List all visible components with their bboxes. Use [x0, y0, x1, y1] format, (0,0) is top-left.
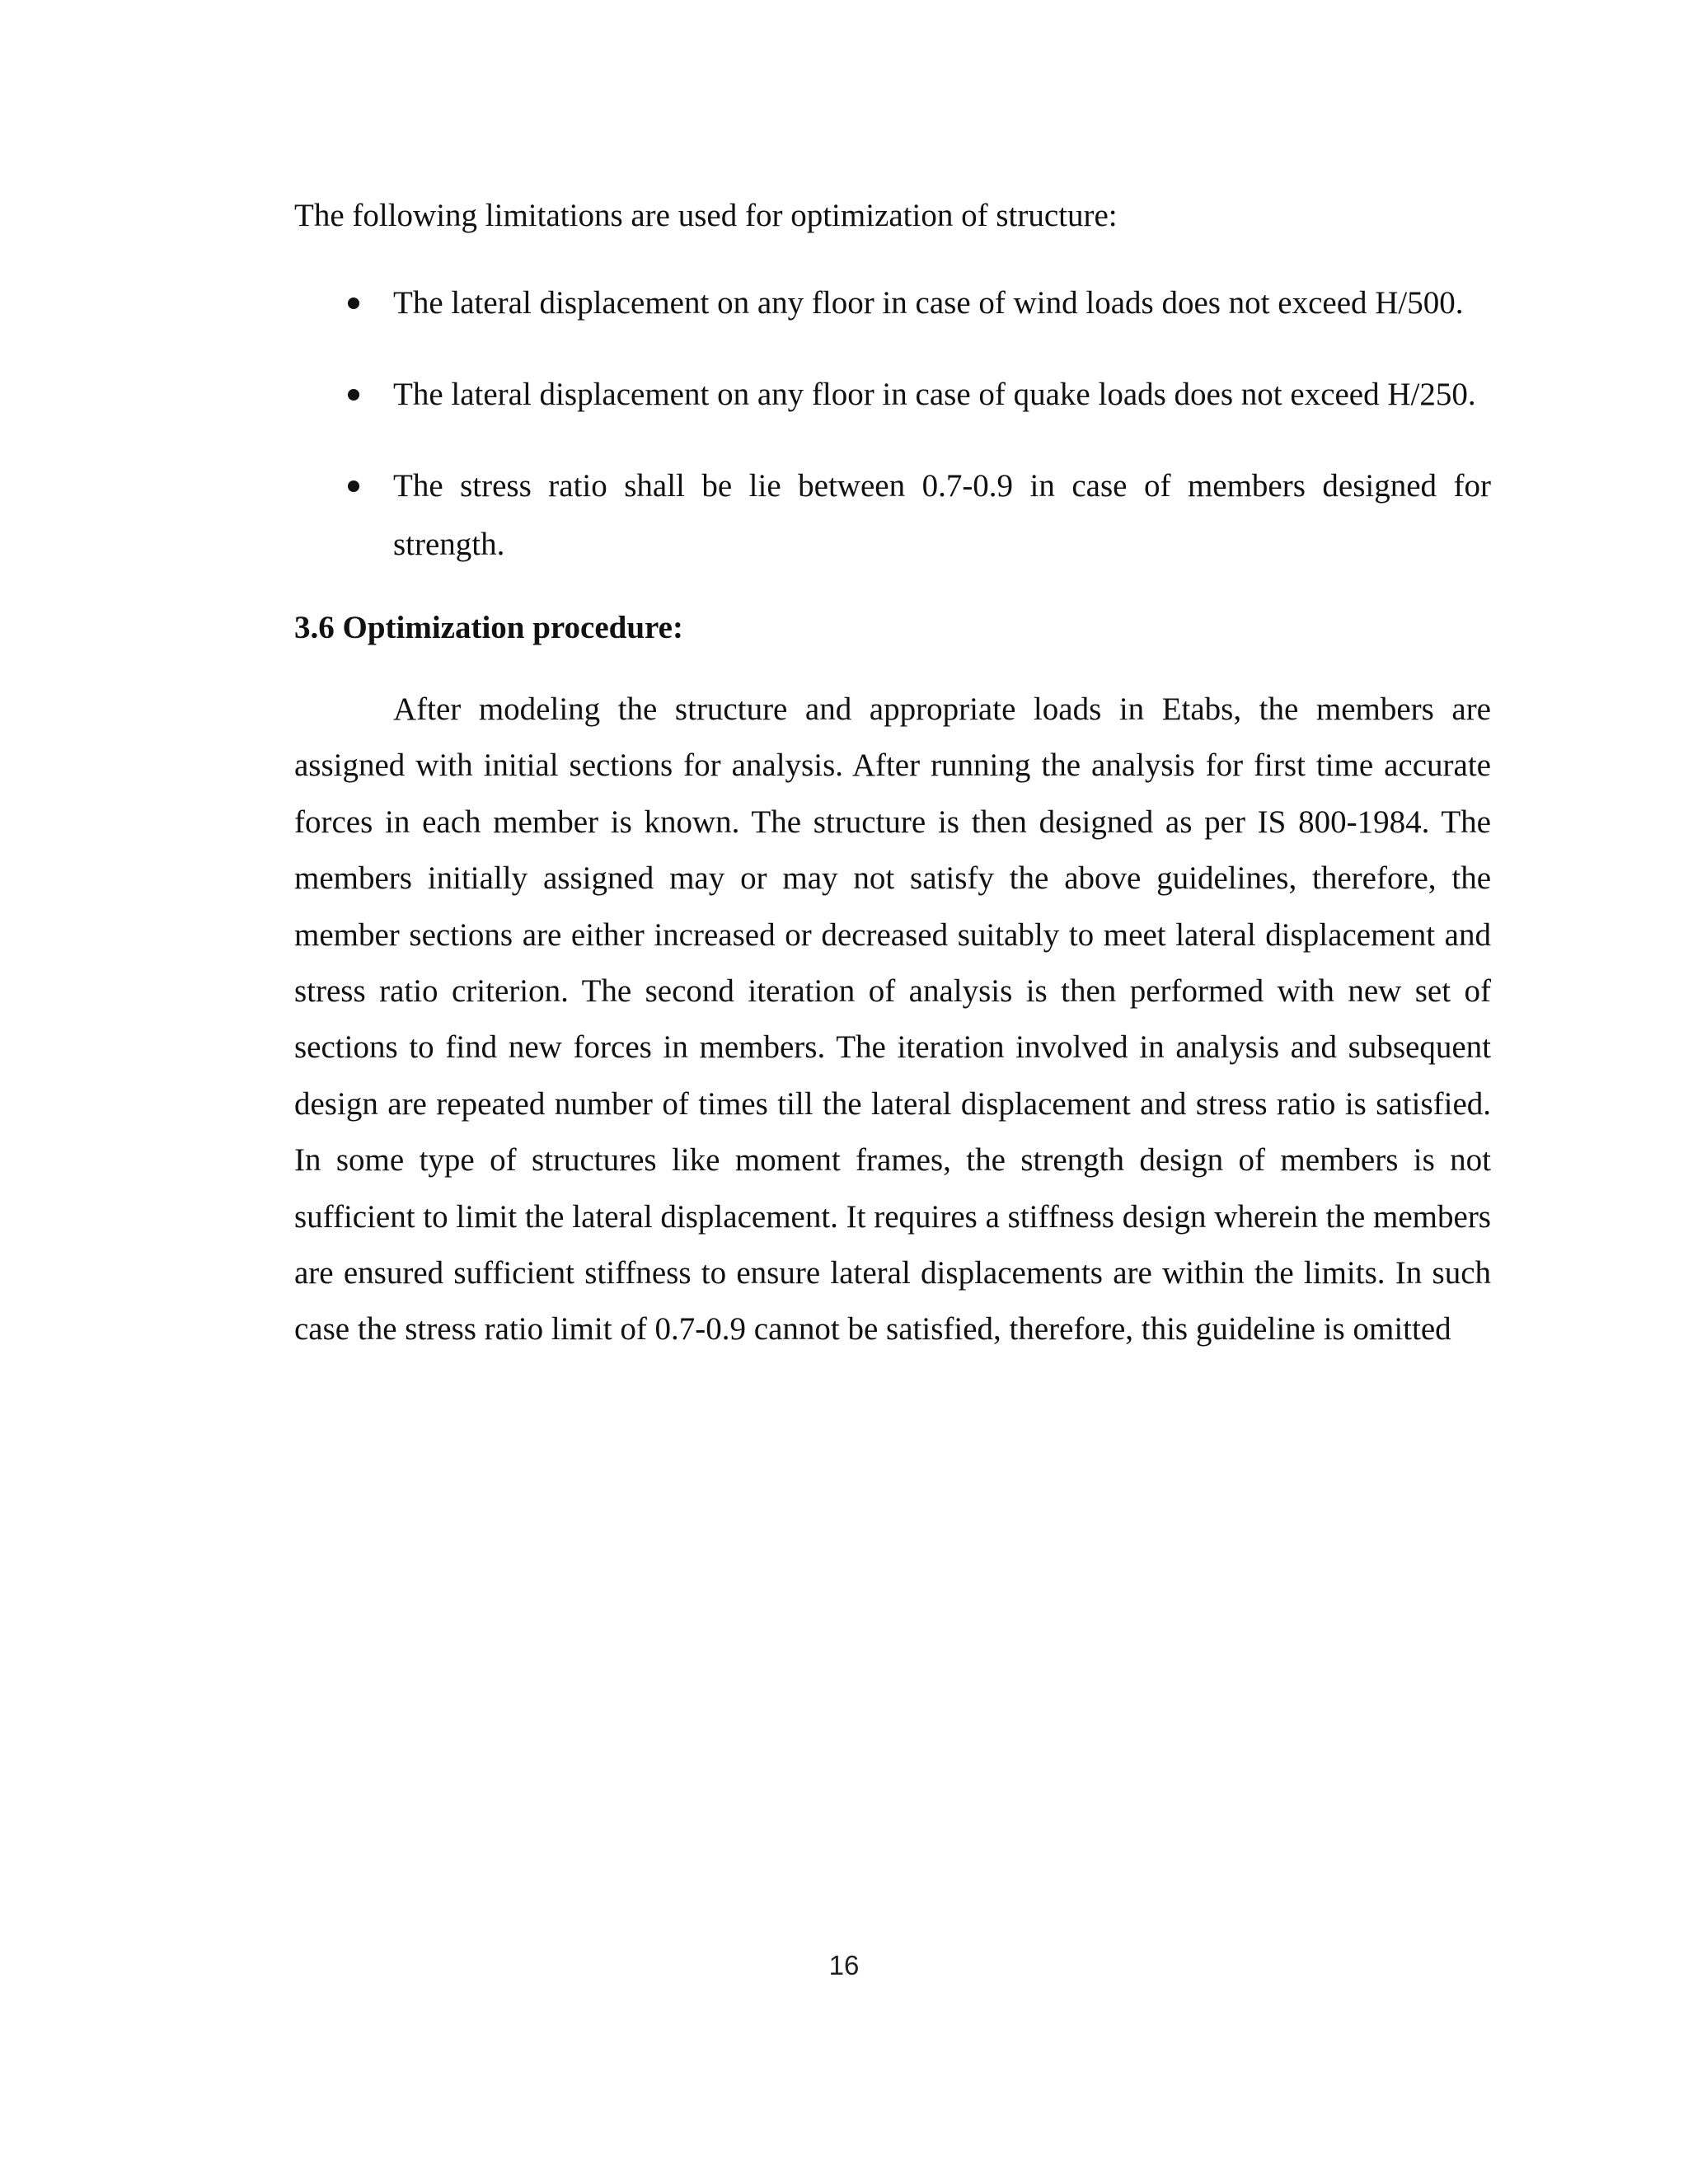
body-paragraph: After modeling the structure and appropriate loads in Etabs, the members are assigned with initial sections for analysis. After running the analysis for first time accurate forces in each member is known. The structure is then designed as per IS 800-1984. The members initially assigned may or may not satisfy the above guidelines, therefore, the member sections are either increased or decreased suitably to meet lateral displacement and stress ratio criterion. The second iteration of analysis is then performed with new set of sections to find new forces in members. The iteration involved in analysis and subsequent design are repeated number of times till the lateral displacement and stress ratio is satisfied. In some type of structures like moment frames, the strength design of members is not sufficient to limit the lateral displacement. It requires a stiffness design wherein the members are ensured sufficient stiffness to ensure lateral displacements are within the limits. In such case the stress ratio limit of 0.7-0.9 cannot be satisfied, therefore, this guideline is omitted: [294, 691, 1491, 1347]
limitations-list: [294, 274, 1491, 607]
list-item: [294, 274, 1491, 332]
list-item-text: The lateral displacement on any floor in case of quake loads does not exceed H/250.: [393, 377, 1476, 412]
list-item-text: The stress ratio shall be lie between 0.7-0.9 in case of members designed for strength.: [393, 468, 1491, 562]
section-heading: 3.6 Optimization procedure:: [294, 610, 683, 645]
list-item: [294, 457, 1491, 574]
list-item-text: The lateral displacement on any floor in case of wind loads does not exceed H/500.: [393, 285, 1464, 321]
list-item: [294, 365, 1491, 424]
page-number: 16: [828, 1950, 860, 1980]
intro-text: The following limitations are used for optimization of structure:: [294, 198, 1118, 233]
